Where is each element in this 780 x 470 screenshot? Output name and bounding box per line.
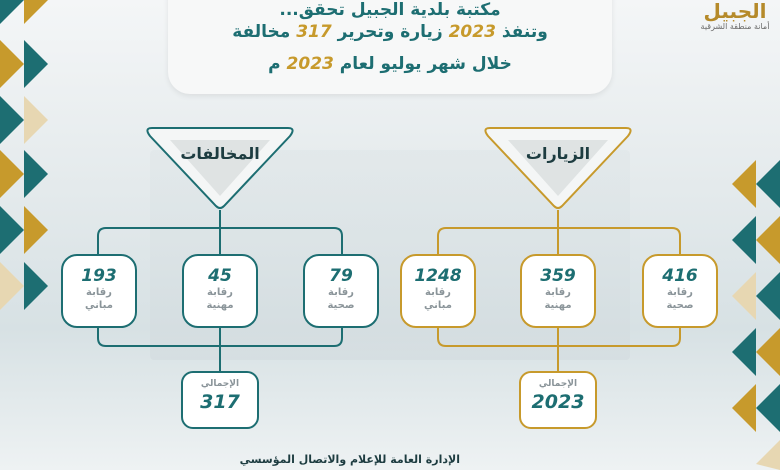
violations-total-value: 317 <box>200 391 240 413</box>
visits-professional-label-2: مهنية <box>544 300 572 311</box>
violations-professional-value: 45 <box>208 266 232 286</box>
violations-buildings-card <box>61 254 137 328</box>
footer-department: الإدارة العامة للإعلام والاتصال المؤسسي <box>239 453 460 466</box>
visits-buildings-card <box>400 254 476 328</box>
visits-health-label-1: رقابة <box>667 287 693 298</box>
visits-professional-card <box>520 254 596 328</box>
visits-buildings-label-2: مباني <box>424 300 452 311</box>
violations-title: المخالفات <box>180 144 260 163</box>
visits-health-label-2: صحية <box>666 300 694 311</box>
visits-health-card <box>642 254 718 328</box>
visits-total-card <box>519 371 597 429</box>
visits-professional-label-1: رقابة <box>545 287 571 298</box>
violations-health-label-2: صحية <box>327 300 355 311</box>
violations-health-value: 79 <box>329 266 353 286</box>
visits-buildings-value: 1248 <box>414 266 462 286</box>
visits-buildings-label-1: رقابة <box>425 287 451 298</box>
violations-buildings-label-1: رقابة <box>86 287 112 298</box>
violations-health-card <box>303 254 379 328</box>
headline-line-3: خلال شهر يوليو لعام 2023 م <box>268 54 512 74</box>
visits-title: الزيارات <box>525 144 591 163</box>
violations-professional-card <box>182 254 258 328</box>
violations-health-label-1: رقابة <box>328 287 354 298</box>
violations-professional-label-1: رقابة <box>207 287 233 298</box>
visits-professional-value: 359 <box>540 266 576 286</box>
headline-line-2: وتنفذ 2023 زيارة وتحرير 317 مخالفة <box>232 22 548 42</box>
headline-line-1: مكتبة بلدية الجبيل تحقق... <box>279 0 501 20</box>
violations-buildings-value: 193 <box>81 266 117 286</box>
violations-buildings-label-2: مباني <box>85 300 113 311</box>
visits-health-value: 416 <box>662 266 698 286</box>
violations-total-card <box>181 371 259 429</box>
visits-total-value: 2023 <box>531 391 585 413</box>
violations-total-label: الإجمالي <box>200 379 240 389</box>
jubail-logo: الجبيل أمانة منطقة الشرقية <box>700 0 770 31</box>
violations-professional-label-2: مهنية <box>206 300 234 311</box>
visits-total-label: الإجمالي <box>538 379 578 389</box>
